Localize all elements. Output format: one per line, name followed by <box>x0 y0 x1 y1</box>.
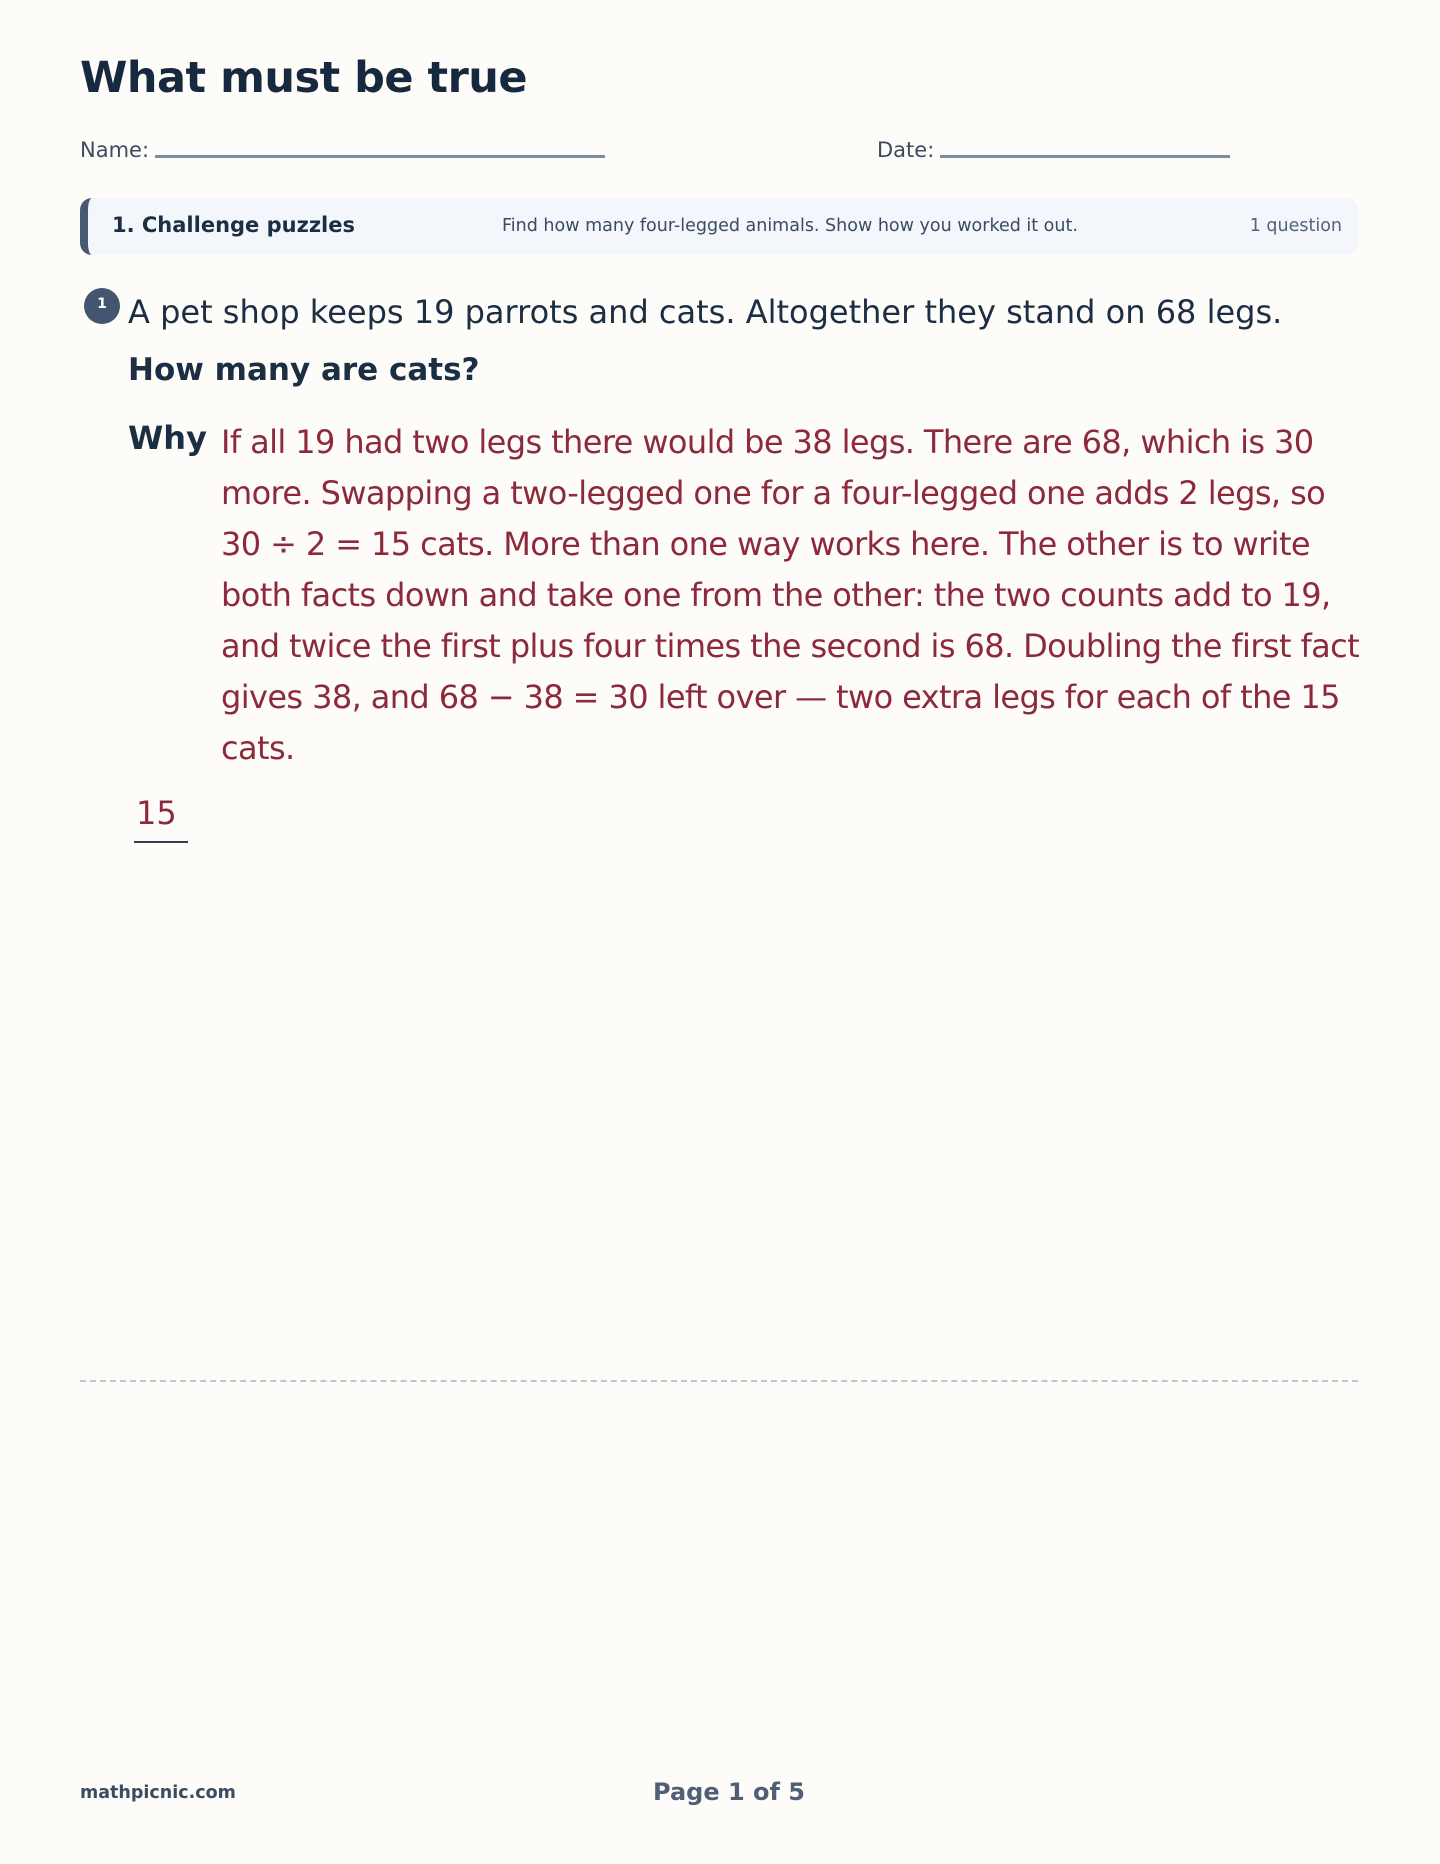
page-number: Page 1 of 5 <box>653 1778 805 1806</box>
section-title: 1. Challenge puzzles <box>112 213 355 237</box>
question-number-badge: 1 <box>84 288 120 324</box>
footer-site: mathpicnic.com <box>80 1783 236 1803</box>
page-title: What must be true <box>80 53 528 103</box>
date-label: Date: <box>877 138 935 162</box>
answer-value: 15 <box>134 793 188 843</box>
section-question-count: 1 question <box>1249 216 1342 236</box>
why-label: Why <box>128 419 207 457</box>
section-banner <box>80 198 1358 255</box>
question-prompt: How many are cats? <box>128 352 480 388</box>
date-line[interactable] <box>940 155 1230 158</box>
question-text: A pet shop keeps 19 parrots and cats. Altogether they stand on 68 legs. <box>128 293 1283 331</box>
name-field[interactable] <box>80 134 605 162</box>
dashed-divider <box>80 1380 1358 1382</box>
section-instructions: Find how many four-legged animals. Show how you worked it out. <box>502 216 1078 236</box>
date-field[interactable] <box>877 134 1230 162</box>
name-label: Name: <box>80 138 150 162</box>
name-line[interactable] <box>155 155 605 158</box>
why-explanation: If all 19 had two legs there would be 38 legs. There are 68, which is 30 more. Swapping a two-legged one for a four-legged one adds 2 legs, so 30 ÷ 2 = 15 cats. More than one way works here. The other is to write both facts down and take one from the other: the two counts add to 19, and twice the first plus four times the second is 68. Doubling the first fact gives 38, and 68 − 38 = 30 left over — two extra legs for each of the 15 cats. <box>221 423 1360 767</box>
